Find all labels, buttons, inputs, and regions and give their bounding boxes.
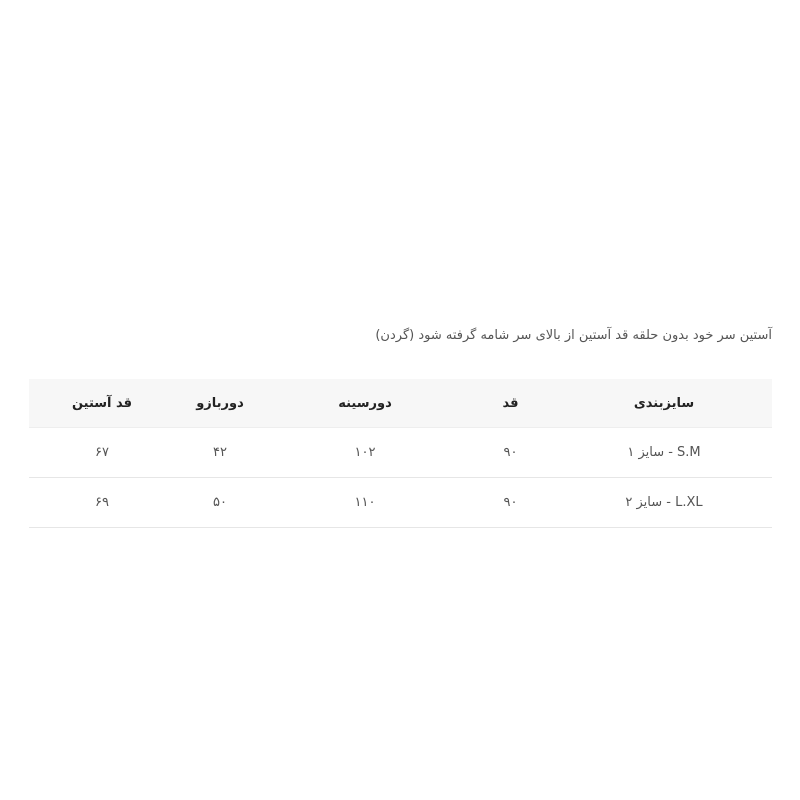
cell-length: ۹۰ [465,428,556,478]
size-note: آستین سر خود بدون حلقه قد آستین از بالای سر شامه گرفته شود (گردن) [375,328,772,343]
cell-sleeve-length: ۶۷ [29,428,175,478]
cell-size: S.M - سایز ۱ [556,428,772,478]
cell-length: ۹۰ [465,478,556,528]
table-header-row [29,379,772,428]
header-sleeve-length: قد آستین [29,379,175,428]
cell-chest: ۱۰۲ [265,428,465,478]
table-row [29,428,772,478]
cell-arm: ۴۲ [175,428,265,478]
cell-arm: ۵۰ [175,478,265,528]
header-size: سایزبندی [556,379,772,428]
cell-chest: ۱۱۰ [265,478,465,528]
cell-sleeve-length: ۶۹ [29,478,175,528]
header-arm: دوربازو [175,379,265,428]
table-row [29,478,772,528]
size-chart-table [29,379,772,528]
header-length: قد [465,379,556,428]
header-chest: دورسینه [265,379,465,428]
cell-size: L.XL - سایز ۲ [556,478,772,528]
